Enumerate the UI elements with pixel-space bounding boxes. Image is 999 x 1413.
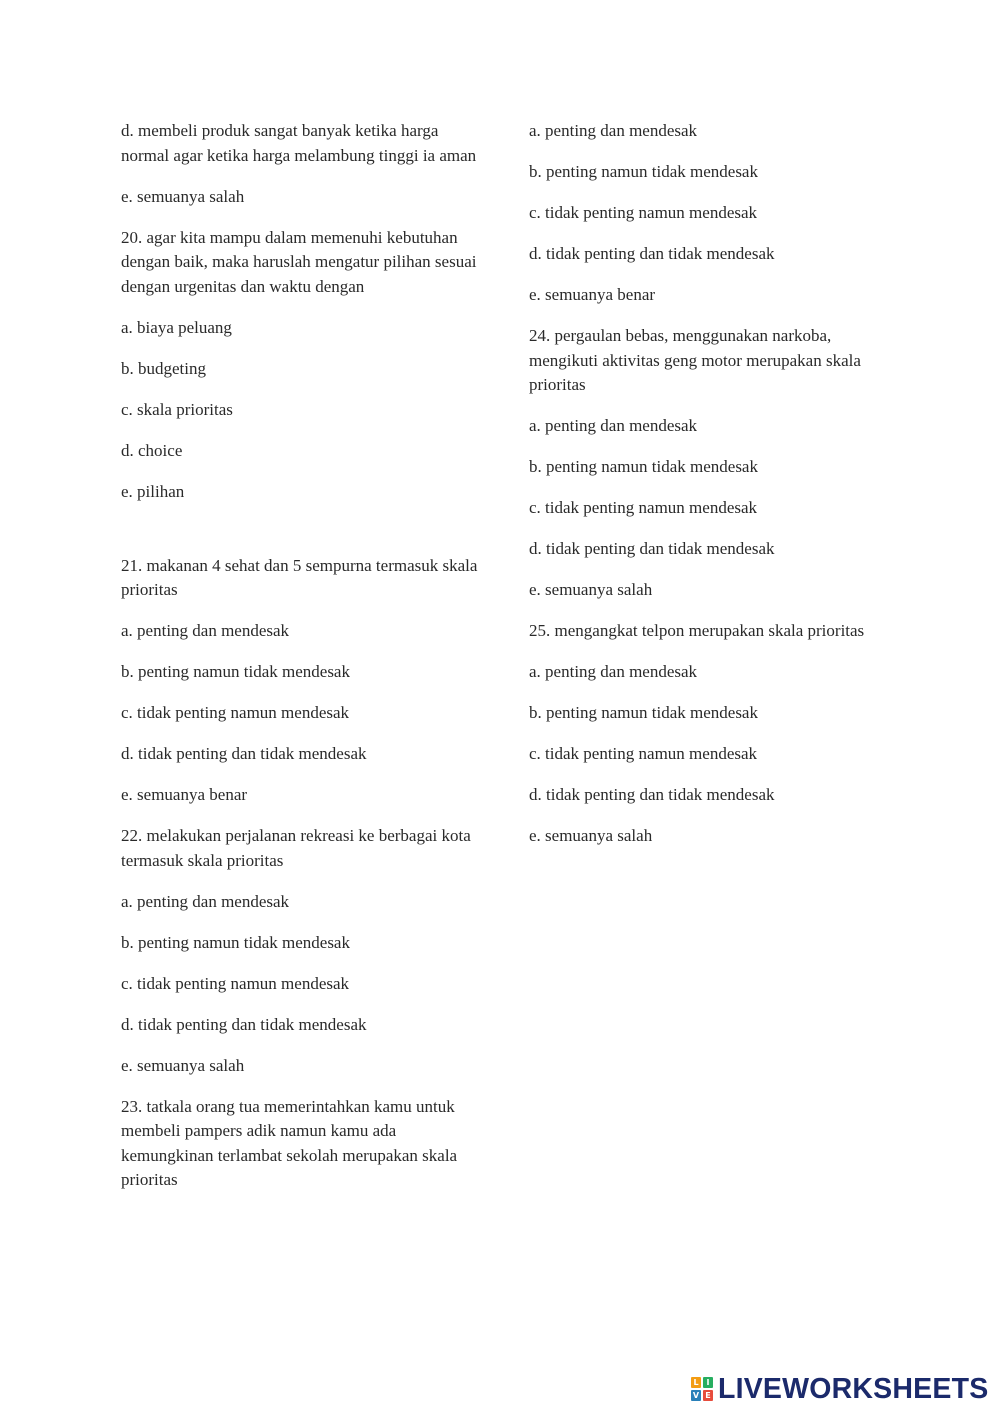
answer-option-b-q23: b. penting namun tidak mendesak [529, 162, 758, 181]
answer-option-e-q22: e. semuanya salah [121, 1055, 245, 1075]
answer-option-e-q24: e. semuanya salah [529, 580, 653, 599]
logo-tile-i: I [703, 1377, 713, 1388]
answer-option-c-q23: c. tidak penting namun mendesak [529, 203, 758, 222]
answer-option-b-q21: b. penting namun tidak mendesak [121, 662, 350, 681]
answer-option-a-q24: a. penting dan mendesak [529, 416, 698, 435]
answer-option-c-q25: c. tidak penting namun mendesak [529, 744, 758, 763]
answer-option-a-q25: a. penting dan mendesak [529, 662, 698, 681]
answer-option-d-q21: d. tidak penting dan tidak mendesak [121, 744, 367, 763]
answer-option-c-q22: c. tidak penting namun mendesak [121, 973, 350, 993]
answer-option-e-q19: e. semuanya salah [121, 186, 245, 206]
answer-option-d-q20: d. choice [121, 440, 183, 460]
section-gap [121, 521, 481, 554]
answer-option-d-q22: d. tidak penting dan tidak mendesak [121, 1014, 367, 1034]
right-column [529, 119, 874, 865]
question-23: 23. tatkala orang tua memerintahkan kamu untuk membeli pampers adik namun kamu ada kemungkinan terlambat sekolah merupakan skala prioritas [121, 1096, 458, 1189]
question-22: 22. melakukan perjalanan rekreasi ke berbagai kota termasuk skala prioritas [121, 826, 471, 870]
answer-option-d-q19: d. membeli produk sangat banyak ketika harga normal agar ketika harga melambung tinggi ia aman [121, 121, 477, 165]
answer-option-d-q24: d. tidak penting dan tidak mendesak [529, 539, 775, 558]
logo-tile-e: E [703, 1390, 713, 1401]
answer-option-e-q23: e. semuanya benar [529, 285, 656, 304]
answer-option-b-q20: b. budgeting [121, 358, 206, 378]
question-21: 21. makanan 4 sehat dan 5 sempurna termasuk skala prioritas [121, 555, 478, 599]
answer-option-a-q22: a. penting dan mendesak [121, 891, 290, 911]
liveworksheets-brand [691, 1373, 988, 1405]
answer-option-c-q24: c. tidak penting namun mendesak [529, 498, 758, 517]
answer-option-b-q24: b. penting namun tidak mendesak [529, 457, 758, 476]
answer-option-a-q23: a. penting dan mendesak [529, 121, 698, 140]
answer-option-b-q25: b. penting namun tidak mendesak [529, 703, 758, 722]
answer-option-e-q21: e. semuanya benar [121, 785, 248, 804]
liveworksheets-logo-icon [691, 1377, 713, 1401]
brand-wordmark: LIVEWORKSHEETS [718, 1373, 989, 1405]
logo-tile-v: V [692, 1391, 700, 1400]
answer-option-a-q20: a. biaya peluang [121, 317, 232, 337]
question-20: 20. agar kita mampu dalam memenuhi kebutuhan dengan baik, maka haruslah mengatur pilihan sesuai dengan urgenitas dan waktu dengan [121, 227, 477, 296]
answer-option-d-q23: d. tidak penting dan tidak mendesak [529, 244, 775, 263]
answer-option-e-q20: e. pilihan [121, 481, 185, 501]
question-24: 24. pergaulan bebas, menggunakan narkoba, mengikuti aktivitas geng motor merupakan skala prioritas [529, 326, 861, 394]
logo-tile-l: L [691, 1377, 701, 1388]
answer-option-d-q25: d. tidak penting dan tidak mendesak [529, 785, 775, 804]
question-25: 25. mengangkat telpon merupakan skala prioritas [529, 621, 865, 640]
left-column [121, 119, 481, 1209]
answer-option-c-q20: c. skala prioritas [121, 399, 233, 419]
answer-option-b-q22: b. penting namun tidak mendesak [121, 932, 350, 952]
answer-option-a-q21: a. penting dan mendesak [121, 621, 290, 640]
answer-option-e-q25: e. semuanya salah [529, 826, 653, 845]
answer-option-c-q21: c. tidak penting namun mendesak [121, 703, 350, 722]
